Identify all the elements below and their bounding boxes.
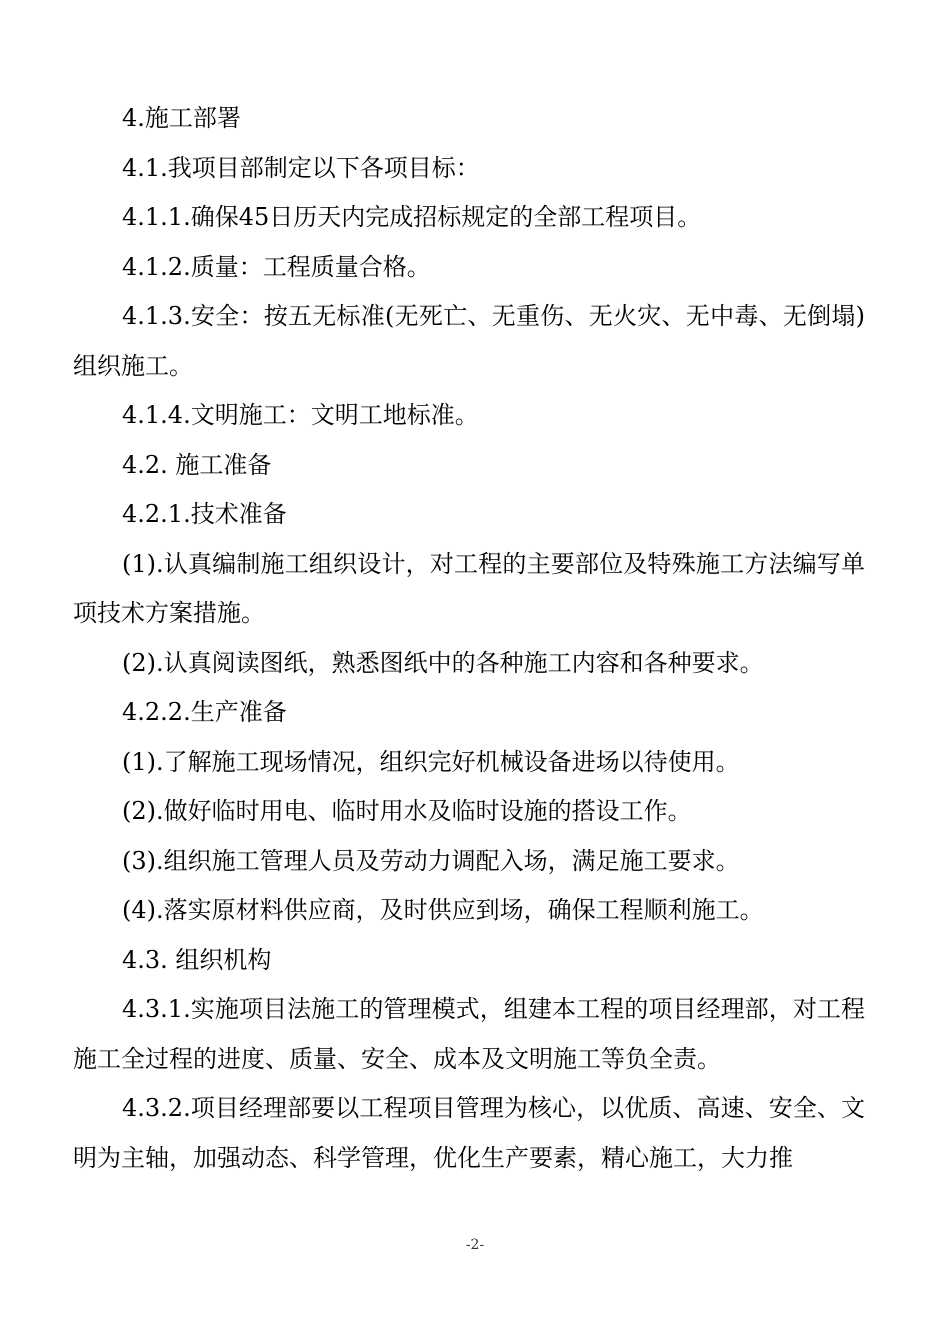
paragraph-4-1-2: 4.1.2.质量：工程质量合格。 xyxy=(122,252,431,281)
list-item-4-2-2-3: (3).组织施工管理人员及劳动力调配入场，满足施工要求。 xyxy=(122,846,740,875)
section-heading-4-3: 4.3. 组织机构 xyxy=(122,945,272,974)
paragraph-4-1: 4.1.我项目部制定以下各项目标： xyxy=(122,153,480,182)
paragraph-4-1-4: 4.1.4.文明施工：文明工地标准。 xyxy=(122,401,479,429)
list-item-4-2-2-1: (1).了解施工现场情况，组织完好机械设备进场以待使用。 xyxy=(122,747,740,776)
list-item-4-2-2-2: (2).做好临时用电、临时用水及临时设施的搭设工作。 xyxy=(122,797,692,825)
paragraph-4-3-2: 4.3.2.项目经理部要以工程项目管理为核心，以优质、高速、安全、文明为主轴，加强动态、科学管理，优化生产要素，精心施工，大力推 xyxy=(73,1094,865,1172)
subheading-4-2-1: 4.2.1.技术准备 xyxy=(122,500,287,528)
paragraph-4-3-1: 4.3.1.实施项目法施工的管理模式，组建本工程的项目经理部，对工程施工全过程的进度、质量、安全、成本及文明施工等负全责。 xyxy=(73,995,865,1073)
page-number: -2- xyxy=(465,1237,485,1253)
paragraph-4-1-1: 4.1.1.确保45日历天内完成招标规定的全部工程项目。 xyxy=(122,203,702,231)
list-item-4-2-1-1: (1).认真编制施工组织设计，对工程的主要部位及特殊施工方法编写单项技术方案措施。 xyxy=(73,549,865,627)
section-heading-4-2: 4.2. 施工准备 xyxy=(122,450,272,479)
subheading-4-2-2: 4.2.2.生产准备 xyxy=(122,698,287,726)
list-item-4-2-1-2: (2).认真阅读图纸，熟悉图纸中的各种施工内容和各种要求。 xyxy=(122,648,764,677)
list-item-4-2-2-4: (4).落实原材料供应商，及时供应到场，确保工程顺利施工。 xyxy=(122,896,764,924)
section-heading-4: 4.施工部署 xyxy=(122,104,241,132)
paragraph-4-1-3: 4.1.3.安全：按五无标准(无死亡、无重伤、无火灾、无中毒、无倒塌)组织施工。 xyxy=(73,302,865,380)
document-body xyxy=(73,94,865,1183)
